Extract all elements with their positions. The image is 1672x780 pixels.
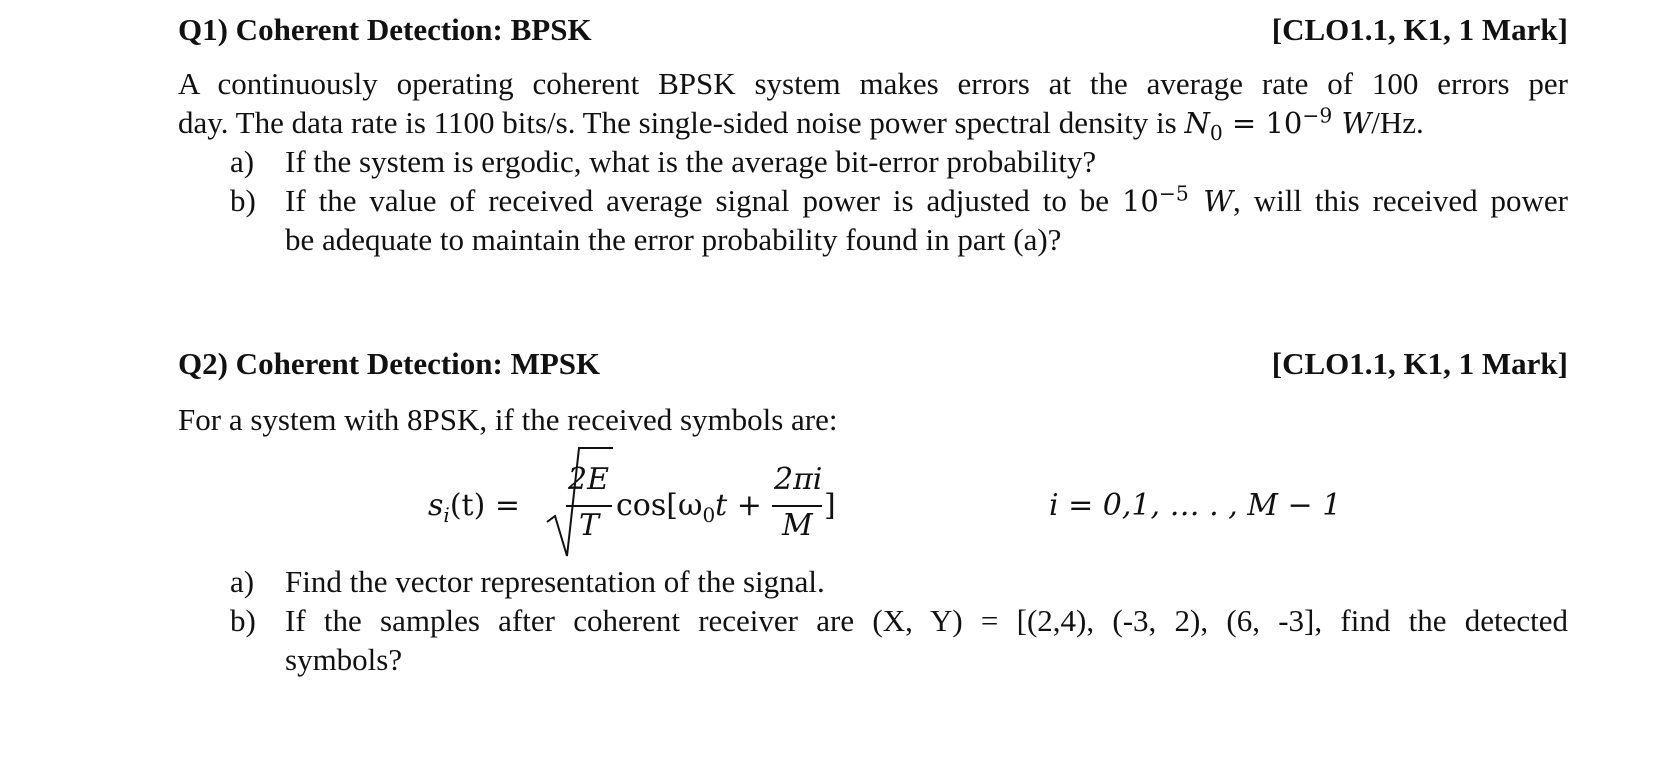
eq-index-range: i = 0,1, … . , M − 1 (1049, 488, 1342, 523)
q2-item-b-label: b) (230, 603, 256, 638)
n0-equals: = 10 (1222, 106, 1303, 140)
power-exponent: −5 (1158, 181, 1189, 206)
q2-item-b-line-1: If the samples after coherent receiver are (X, Y) = [(2,4), (-3, 2), (6, -3], find the detected (285, 603, 1568, 638)
q1-item-b-text-post: , will this received power (1233, 183, 1568, 218)
eq-frac1-den: T (579, 508, 600, 543)
n0-unit: W (1332, 106, 1372, 140)
n0-letter: N (1184, 106, 1210, 140)
q2-mark: [CLO1.1, K1, 1 Mark] (1271, 346, 1568, 381)
n0-exponent: −9 (1302, 103, 1333, 128)
eq-lhs-arg: (t) = (449, 488, 520, 523)
eq-frac1-bar (566, 505, 612, 507)
power-base: 10 (1121, 184, 1159, 218)
eq-frac2-den: M (782, 508, 813, 543)
eq-s: s (428, 488, 444, 523)
n0-subscript: 0 (1209, 120, 1223, 145)
q1-item-b-text-pre: If the value of received average signal power is adjusted to be (285, 183, 1122, 218)
q1-paragraph-line-2-text: day. The data rate is 1100 bits/s. The single-sided noise power spectral density is (178, 105, 1185, 140)
q2-item-a-label: a) (230, 564, 255, 599)
q1-title: Q1) Coherent Detection: BPSK (178, 12, 592, 47)
q2-item-b-line-2: symbols? (285, 642, 403, 677)
eq-cos-t: t + (715, 488, 762, 523)
eq-cos-term (616, 488, 762, 527)
q2-title: Q2) Coherent Detection: MPSK (178, 346, 601, 381)
q2-item-a-text: Find the vector representation of the signal. (285, 564, 825, 599)
q1-item-b-label: b) (230, 183, 256, 218)
equation-lhs (428, 488, 520, 527)
q1-mark: [CLO1.1, K1, 1 Mark] (1271, 12, 1568, 47)
eq-omega-subscript: 0 (702, 503, 716, 527)
q2-intro-text: For a system with 8PSK, if the received symbols are: (178, 402, 838, 437)
eq-frac2-num: 2πi (774, 462, 823, 497)
q1-item-b-line-2: be adequate to maintain the error probability found in part (a)? (285, 222, 1062, 257)
eq-frac2-bar (772, 505, 822, 507)
eq-frac1-num: 2E (568, 462, 609, 497)
q1-item-a-label: a) (230, 144, 255, 179)
eq-cos: cos[ω (616, 488, 703, 523)
eq-s-subscript: i (443, 503, 450, 527)
q1-paragraph-line-1: A continuously operating coherent BPSK system makes errors at the average rate of 100 errors per (178, 66, 1568, 101)
q1-item-a-text: If the system is ergodic, what is the average bit-error probability? (285, 144, 1097, 179)
n0-unit-tail: /Hz. (1371, 105, 1424, 140)
power-unit: W (1188, 184, 1234, 218)
eq-close-bracket: ] (824, 488, 836, 523)
